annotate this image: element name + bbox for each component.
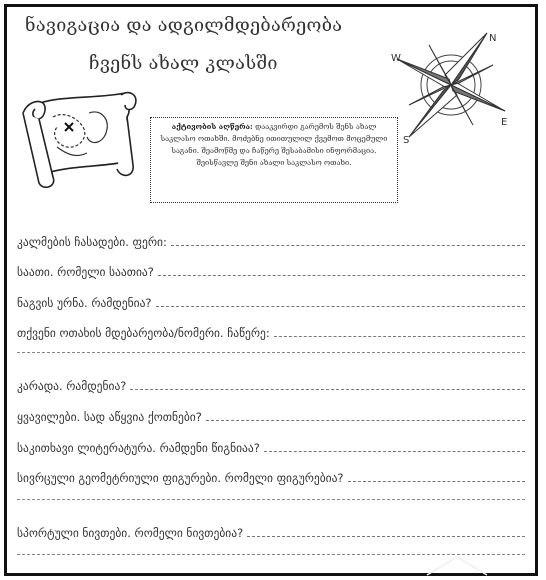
answer-blank[interactable]: [158, 274, 525, 276]
activity-text: დააკვირდი გარემოს შენს ახალ საკლასო ოთახში. მოძებნე ითითულილ ქვემოთ მოცემული საგანი. შეამოწმე და ჩაწერე შესაბამისი ინფორმაცია. შეისწავლე შენი ახალი საკლასო ოთახი.: [160, 122, 388, 167]
question-line[interactable]: [17, 469, 525, 485]
question-label: კარადა. რამდენია?: [17, 379, 127, 393]
question-line[interactable]: [17, 324, 525, 340]
question-line[interactable]: [17, 408, 525, 424]
answer-blank[interactable]: [348, 480, 525, 482]
compass-rose-icon: [389, 25, 513, 145]
answer-extra-line[interactable]: [17, 499, 525, 500]
svg-text:N: N: [489, 33, 497, 44]
answer-extra-line[interactable]: [17, 352, 525, 353]
question-line[interactable]: [17, 377, 525, 393]
question-line[interactable]: [17, 294, 525, 310]
question-label: ნაგვის ურნა. რამდენია?: [17, 296, 152, 310]
svg-text:E: E: [501, 117, 508, 128]
question-label: სპორტული ნივთები. რომელი ნივთებია?: [17, 526, 244, 540]
answer-blank[interactable]: [264, 450, 525, 452]
question-label: საკითხავი ლიტერატურა. რამდენი წიგნიაა?: [17, 441, 260, 455]
question-label: საათი. რომელი საათია?: [17, 265, 154, 279]
answer-blank[interactable]: [156, 305, 525, 307]
faded-decoration-icon: [417, 547, 517, 577]
answer-blank[interactable]: [274, 335, 525, 337]
worksheet-page: [4, 4, 538, 576]
worksheet-title: ნავიგაცია და ადგილმდებარეობა: [25, 15, 343, 36]
answer-blank[interactable]: [247, 535, 525, 537]
activity-description-box: [150, 117, 398, 203]
svg-text:W: W: [391, 53, 401, 64]
question-line[interactable]: [17, 439, 525, 455]
treasure-map-icon: [17, 87, 143, 191]
answer-blank[interactable]: [206, 419, 525, 421]
question-line[interactable]: [17, 263, 525, 279]
question-line[interactable]: [17, 524, 525, 540]
answer-blank[interactable]: [171, 244, 525, 246]
answer-blank[interactable]: [130, 388, 525, 390]
activity-label: აქტივობის აღწერა:: [171, 122, 253, 131]
svg-text:S: S: [403, 135, 410, 145]
question-label: ყვავილები. სად აწყვია ქოთნები?: [17, 410, 202, 424]
worksheet-subtitle: ჩვენს ახალ კლასში: [89, 53, 278, 74]
question-label: თქვენი ოთახის მდებარეობა/ნომერი. ჩაწერე:: [17, 326, 270, 340]
question-label: სივრცული გეომეტრიული ფიგურები. რომელი ფიგურებია?: [17, 471, 344, 485]
question-line[interactable]: [17, 233, 525, 249]
question-label: კალმების ჩასადები. ფერი:: [17, 235, 167, 249]
